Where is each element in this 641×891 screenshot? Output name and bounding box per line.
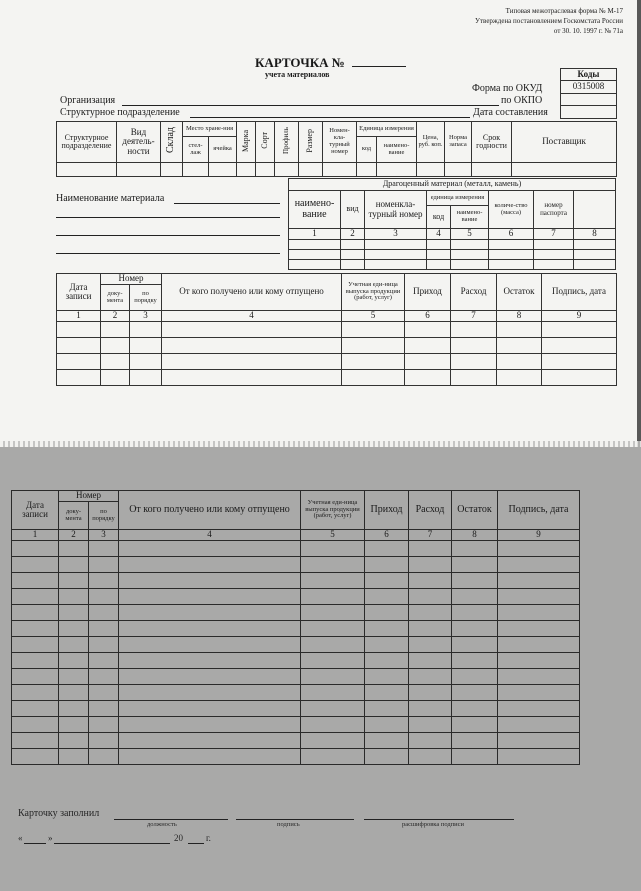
precious-item-number-col: номенкла-турный номер xyxy=(365,191,427,229)
card-number-field[interactable] xyxy=(352,66,406,67)
table-row[interactable] xyxy=(57,354,617,370)
material-attributes-table xyxy=(56,121,617,177)
col-activity: Вид деятель-ности xyxy=(117,122,161,163)
col-accounting-unit: Учетная еди-ница выпуска продукции (работ, услуг) xyxy=(342,274,405,311)
okpo-code[interactable] xyxy=(561,94,617,106)
col-storage: Место хране-ния xyxy=(183,122,237,137)
organization-field[interactable] xyxy=(122,105,499,106)
back-movement-number-row: 1 2 3 4 5 6 7 8 9 xyxy=(12,530,580,541)
col-expense: Расход xyxy=(451,274,497,311)
col-norm: Норма запаса xyxy=(445,122,472,163)
precious-data-row[interactable] xyxy=(289,250,616,260)
filled-by-label: Карточку заполнил xyxy=(18,808,100,819)
material-name-line-2[interactable] xyxy=(56,217,280,218)
back-col-balance: Остаток xyxy=(452,491,498,530)
col-price: Цена, руб. коп. xyxy=(417,122,445,163)
card-back-page xyxy=(0,447,641,891)
form-approval-line: Утверждена постановлением Госкомстата России xyxy=(475,17,623,25)
precious-unit-col: единица измерения xyxy=(427,191,489,206)
okpo-label: по ОКПО xyxy=(501,95,543,106)
card-title: КАРТОЧКА № xyxy=(255,55,345,70)
col-profile: Профиль xyxy=(275,122,299,163)
back-col-signature-date: Подпись, дата xyxy=(498,491,580,530)
date-code-cell[interactable] xyxy=(561,106,617,119)
signature-field[interactable] xyxy=(236,819,354,820)
col-warehouse: Склад xyxy=(161,122,183,163)
year-suffix: г. xyxy=(206,833,211,843)
form-approval-block xyxy=(475,6,623,36)
table-row[interactable] xyxy=(57,322,617,338)
position-caption: должность xyxy=(147,821,177,828)
decoding-caption: расшифровка подписи xyxy=(402,821,465,828)
table-row[interactable] xyxy=(12,669,580,685)
form-type-line: Типовая межотраслевая форма № М-17 xyxy=(505,7,623,15)
card-subtitle: учета материалов xyxy=(265,70,330,79)
precious-passport-col: номер паспорта xyxy=(534,191,574,229)
table-row[interactable] xyxy=(57,370,617,386)
movement-table-back xyxy=(11,490,580,765)
col-supplier: Поставщик xyxy=(512,122,617,163)
col-rack: стел-лаж xyxy=(183,137,209,163)
attributes-data-row[interactable] xyxy=(57,163,617,177)
col-document: доку-мента xyxy=(101,285,130,311)
back-col-number: Номер xyxy=(59,491,119,502)
day-field[interactable] xyxy=(24,843,46,844)
col-from-to: От кого получено или кому отпущено xyxy=(162,274,342,311)
movement-back-rows[interactable] xyxy=(12,541,580,765)
table-row[interactable] xyxy=(12,685,580,701)
back-col-expense: Расход xyxy=(409,491,452,530)
col-balance: Остаток xyxy=(497,274,542,311)
form-date-line: от 30. 10. 1997 г. № 71а xyxy=(553,27,623,35)
department-label: Структурное подразделение xyxy=(60,107,180,118)
back-col-accounting-unit: Учетная еди-ница выпуска продукции (работ, услуг) xyxy=(301,491,365,530)
col-shelf-life: Срок годности xyxy=(472,122,512,163)
date-label: Дата составления xyxy=(473,107,548,118)
col-item-number: Номен-кла-турный номер xyxy=(323,122,357,163)
table-row[interactable] xyxy=(12,557,580,573)
back-col-income: Приход xyxy=(365,491,409,530)
table-row[interactable] xyxy=(12,701,580,717)
back-col-entry-date: Дата записи xyxy=(12,491,59,530)
table-row[interactable] xyxy=(12,605,580,621)
date-close-quote: » xyxy=(48,833,53,843)
precious-data-row[interactable] xyxy=(289,260,616,270)
table-row[interactable] xyxy=(12,621,580,637)
precious-name-col: наимено-вание xyxy=(289,191,341,229)
precious-material-table xyxy=(288,178,616,270)
col-unit-code: код xyxy=(357,137,377,163)
back-col-document: доку-мента xyxy=(59,502,89,530)
col-entry-date: Дата записи xyxy=(57,274,101,311)
col-brand: Марка xyxy=(237,122,256,163)
table-row[interactable] xyxy=(12,541,580,557)
back-col-from-to: От кого получено или кому отпущено xyxy=(119,491,301,530)
year-prefix: 20 xyxy=(174,833,183,843)
col-unit: Единица измерения xyxy=(357,122,417,137)
material-name-line-4[interactable] xyxy=(56,253,280,254)
col-income: Приход xyxy=(405,274,451,311)
table-row[interactable] xyxy=(12,733,580,749)
table-row[interactable] xyxy=(12,749,580,765)
date-open-quote: « xyxy=(18,833,23,843)
month-field[interactable] xyxy=(54,843,170,844)
col-order: по порядку xyxy=(130,285,162,311)
precious-title: Драгоценный материал (металл, камень) xyxy=(289,179,616,191)
col-number: Номер xyxy=(101,274,162,285)
movement-table-front xyxy=(56,273,617,386)
precious-kind-col: вид xyxy=(341,191,365,229)
precious-data-row[interactable] xyxy=(289,240,616,250)
codes-table xyxy=(560,68,617,119)
col-struct-dept: Структурное подразделение xyxy=(57,122,117,163)
table-row[interactable] xyxy=(12,637,580,653)
okud-code: 0315008 xyxy=(561,81,617,94)
table-row[interactable] xyxy=(12,589,580,605)
movement-front-rows[interactable] xyxy=(57,322,617,386)
col-cell: ячейка xyxy=(209,137,237,163)
table-row[interactable] xyxy=(12,653,580,669)
col-signature-date: Подпись, дата xyxy=(542,274,617,311)
movement-number-row: 1 2 3 4 5 6 7 8 9 xyxy=(57,311,617,322)
material-name-label: Наименование материала xyxy=(56,193,165,204)
table-row[interactable] xyxy=(12,717,580,733)
table-row[interactable] xyxy=(57,338,617,354)
table-row[interactable] xyxy=(12,573,580,589)
col-unit-name: наимено-вание xyxy=(377,137,417,163)
col-grade: Сорт xyxy=(256,122,275,163)
col-size: Размер xyxy=(299,122,323,163)
precious-unit-code-col: код xyxy=(427,206,451,229)
position-field[interactable] xyxy=(114,819,228,820)
okud-label: Форма по ОКУД xyxy=(472,83,543,94)
decoding-field[interactable] xyxy=(364,819,514,820)
precious-unit-name-col: наимено-вание xyxy=(451,206,489,229)
material-name-line-3[interactable] xyxy=(56,235,280,236)
precious-qty-col: количе-ство (масса) xyxy=(489,191,534,229)
codes-header: Коды xyxy=(561,69,617,81)
precious-number-row: 1 2 3 4 5 6 7 8 xyxy=(289,229,616,240)
material-name-field[interactable] xyxy=(174,203,280,204)
back-col-order: по порядку xyxy=(89,502,119,530)
signature-caption: подпись xyxy=(277,821,300,828)
year-field[interactable] xyxy=(188,843,204,844)
department-field[interactable] xyxy=(190,117,470,118)
organization-label: Организация xyxy=(60,95,116,106)
